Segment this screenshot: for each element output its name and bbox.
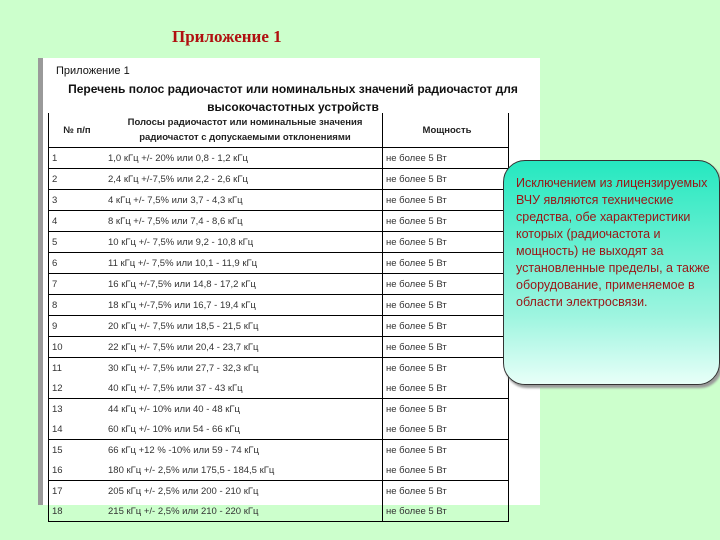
cell-number: 6 [49,253,103,274]
cell-number: 9 [49,316,103,337]
cell-number: 5 [49,232,103,253]
cell-number: 16 [49,460,103,481]
cell-power: не более 5 Вт [383,190,509,211]
cell-band: 66 кГц +12 % -10% или 59 - 74 кГц [108,444,259,456]
column-header-power: Мощность [383,113,509,148]
heading-line: высокочастотных устройств [207,100,379,114]
cell-band: 20 кГц +/- 7,5% или 18,5 - 21,5 кГц [102,316,383,337]
cell-power: не более 5 Вт [383,148,509,169]
table-row [49,211,509,232]
cell-band: 30 кГц +/- 7,5% или 27,7 - 32,3 кГц [108,362,259,374]
cell-number: 13 [52,403,63,415]
cell-number: 3 [49,190,103,211]
table-row [49,440,509,461]
cell-number: 1 [49,148,103,169]
cell-power: не более 5 Вт [383,481,509,502]
cell-number: 10 [49,337,103,358]
document-label: Приложение 1 [56,65,130,77]
table-row [49,419,509,440]
cell-band: 44 кГц +/- 10% или 40 - 48 кГц [108,403,240,415]
table-row [49,378,509,399]
column-header-number: № п/п [49,113,103,148]
cell-power: не более 5 Вт [383,211,509,232]
note-callout: Исключением из лицензируемых ВЧУ являются технические средства, обе характеристики которых (радиочастота и мощность) не выходят за установленные пределы, а также оборудование, применяемое в области электросвязи. [503,160,720,385]
cell-band: 16 кГц +/-7,5% или 14,8 - 17,2 кГц [102,274,383,295]
table-row [49,148,509,169]
cell-number: 18 [49,501,103,522]
table-row [49,337,509,358]
table-row [49,295,509,316]
cell-band: 215 кГц +/- 2,5% или 210 - 220 кГц [102,501,383,522]
cell-band: 8 кГц +/- 7,5% или 7,4 - 8,6 кГц [102,211,383,232]
table-row [49,358,509,379]
cell-power: не более 5 Вт [383,378,509,399]
cell-band: 10 кГц +/- 7,5% или 9,2 - 10,8 кГц [102,232,383,253]
cell-power: не более 5 Вт [383,316,509,337]
cell-number: 7 [49,274,103,295]
cell-power: не более 5 Вт [383,232,509,253]
cell-number: 8 [49,295,103,316]
table-row [49,316,509,337]
table-row [49,253,509,274]
cell-power: не более 5 Вт [383,274,509,295]
document-image [38,58,540,517]
cell-band: 18 кГц +/-7,5% или 16,7 - 19,4 кГц [102,295,383,316]
document-heading [43,80,543,116]
cell-number: 17 [52,485,63,497]
cell-number: 11 [52,362,62,374]
table-row [49,399,509,420]
cell-band: 22 кГц +/- 7,5% или 20,4 - 23,7 кГц [102,337,383,358]
cell-band: 60 кГц +/- 10% или 54 - 66 кГц [102,419,383,440]
cell-number: 4 [49,211,103,232]
cell-power: не более 5 Вт [383,169,509,190]
cell-number: 12 [49,378,103,399]
cell-power: не более 5 Вт [383,460,509,481]
cell-band: 40 кГц +/- 7,5% или 37 - 43 кГц [102,378,383,399]
cell-power: не более 5 Вт [383,358,509,379]
cell-number: 15 [52,444,63,456]
frequency-table [48,113,509,522]
cell-number: 2 [49,169,103,190]
table-row [49,460,509,481]
table-row [49,190,509,211]
heading-line: Перечень полос радиочастот или номинальных значений радиочастот для [68,82,518,96]
table-row [49,232,509,253]
table-row [49,274,509,295]
cell-power: не более 5 Вт [383,440,509,461]
cell-number: 14 [49,419,103,440]
cell-power: не более 5 Вт [383,419,509,440]
cell-band: 2,4 кГц +/-7,5% или 2,2 - 2,6 кГц [102,169,383,190]
table-row [49,501,509,522]
cell-power: не более 5 Вт [383,295,509,316]
cell-band: 11 кГц +/- 7,5% или 10,1 - 11,9 кГц [102,253,383,274]
cell-band: 1,0 кГц +/- 20% или 0,8 - 1,2 кГц [102,148,383,169]
cell-power: не более 5 Вт [383,253,509,274]
cell-band: 205 кГц +/- 2,5% или 200 - 210 кГц [108,485,259,497]
cell-power: не более 5 Вт [383,501,509,522]
cell-band: 180 кГц +/- 2,5% или 175,5 - 184,5 кГц [102,460,383,481]
slide-title: Приложение 1 [172,27,282,46]
cell-band: 4 кГц +/- 7,5% или 3,7 - 4,3 кГц [102,190,383,211]
cell-power: не более 5 Вт [383,337,509,358]
cell-power: не более 5 Вт [383,399,509,420]
column-header-bands: Полосы радиочастот или номинальные значения радиочастот с допускаемыми отклонениями [102,113,383,148]
table-row [49,481,509,502]
table-row [49,169,509,190]
